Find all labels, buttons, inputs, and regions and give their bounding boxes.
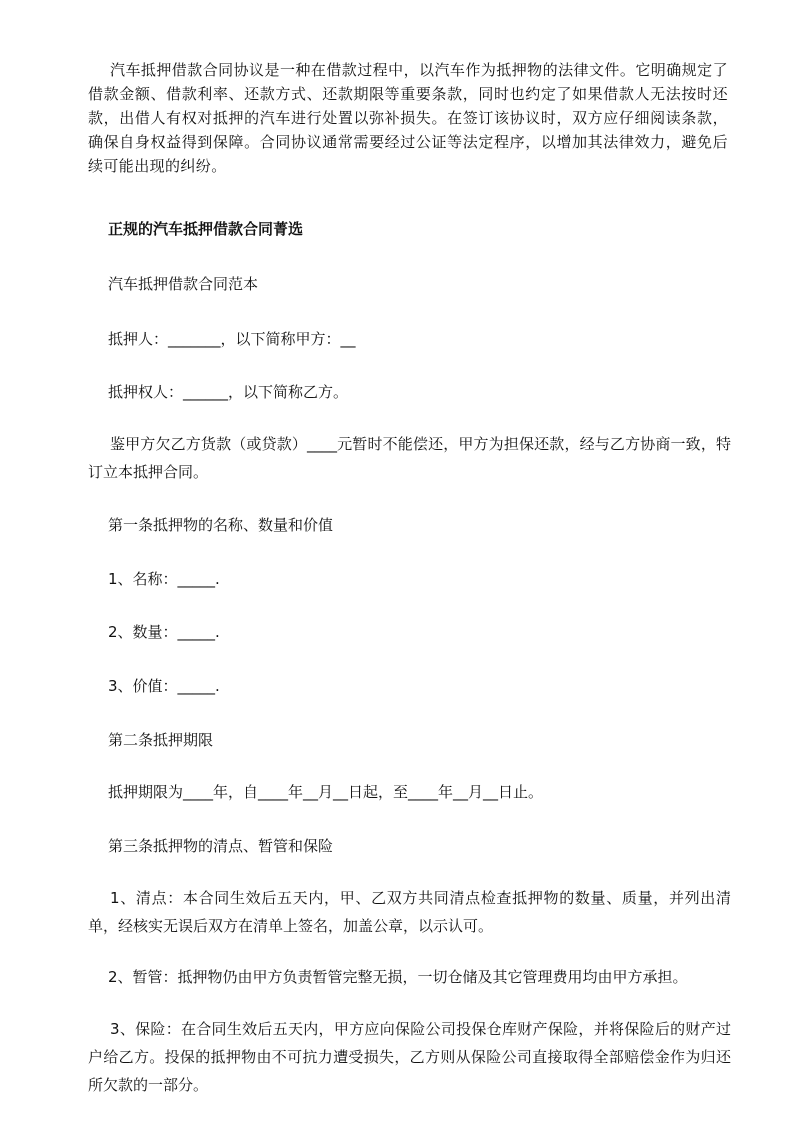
- mortgagee-line: 抵押权人：______，以下简称乙方。: [108, 383, 349, 401]
- article2-title: 第二条抵押期限: [108, 731, 214, 749]
- article2-text: 抵押期限为____年，自____年__月__日起，至____年__月__日止。: [108, 783, 544, 801]
- article1-title: 第一条抵押物的名称、数量和价值: [108, 516, 334, 534]
- article3-item-inventory: 1、清点：本合同生效后五天内，甲、乙双方共同清点检查抵押物的数量、质量，并列出清单，经核实无误后双方在清单上签名，加盖公章，以示认可。: [88, 889, 731, 935]
- contract-subtitle: 汽车抵押借款合同范本: [108, 275, 259, 293]
- article3-title: 第三条抵押物的清点、暂管和保险: [108, 837, 334, 855]
- article3-item-insurance: 3、保险：在合同生效后五天内，甲方应向保险公司投保仓库财产保险，并将保险后的财产过户给乙方。投保的抵押物由不可抗力遭受损失，乙方则从保险公司直接取得全部赔偿金作为归还所欠款的一部分。: [88, 1020, 731, 1094]
- article1-item-value: 3、价值：_____.: [108, 677, 220, 695]
- article1-item-name: 1、名称：_____.: [108, 570, 220, 588]
- preamble-paragraph: 鉴甲方欠乙方货款（或贷款）____元暂时不能偿还，甲方为担保还款，经与乙方协商一致，特订立本抵押合同。: [88, 435, 731, 481]
- document-heading: 正规的汽车抵押借款合同菁选: [108, 220, 304, 238]
- article1-item-quantity: 2、数量：_____.: [108, 623, 220, 641]
- intro-paragraph: 汽车抵押借款合同协议是一种在借款过程中，以汽车作为抵押物的法律文件。它明确规定了借款金额、借款利率、还款方式、还款期限等重要条款，同时也约定了如果借款人无法按时还款，出借人有权对抵押的汽车进行处置以弥补损失。在签订该协议时，双方应仔细阅读条款，确保自身权益得到保障。合同协议通常需要经过公证等法定程序，以增加其法律效力，避免后续可能出现的纠纷。: [88, 61, 728, 175]
- article3-item-custody: 2、暂管：抵押物仍由甲方负责暂管完整无损，一切仓储及其它管理费用均由甲方承担。: [108, 968, 688, 986]
- mortgagor-line: 抵押人：_______，以下简称甲方：__: [108, 330, 356, 348]
